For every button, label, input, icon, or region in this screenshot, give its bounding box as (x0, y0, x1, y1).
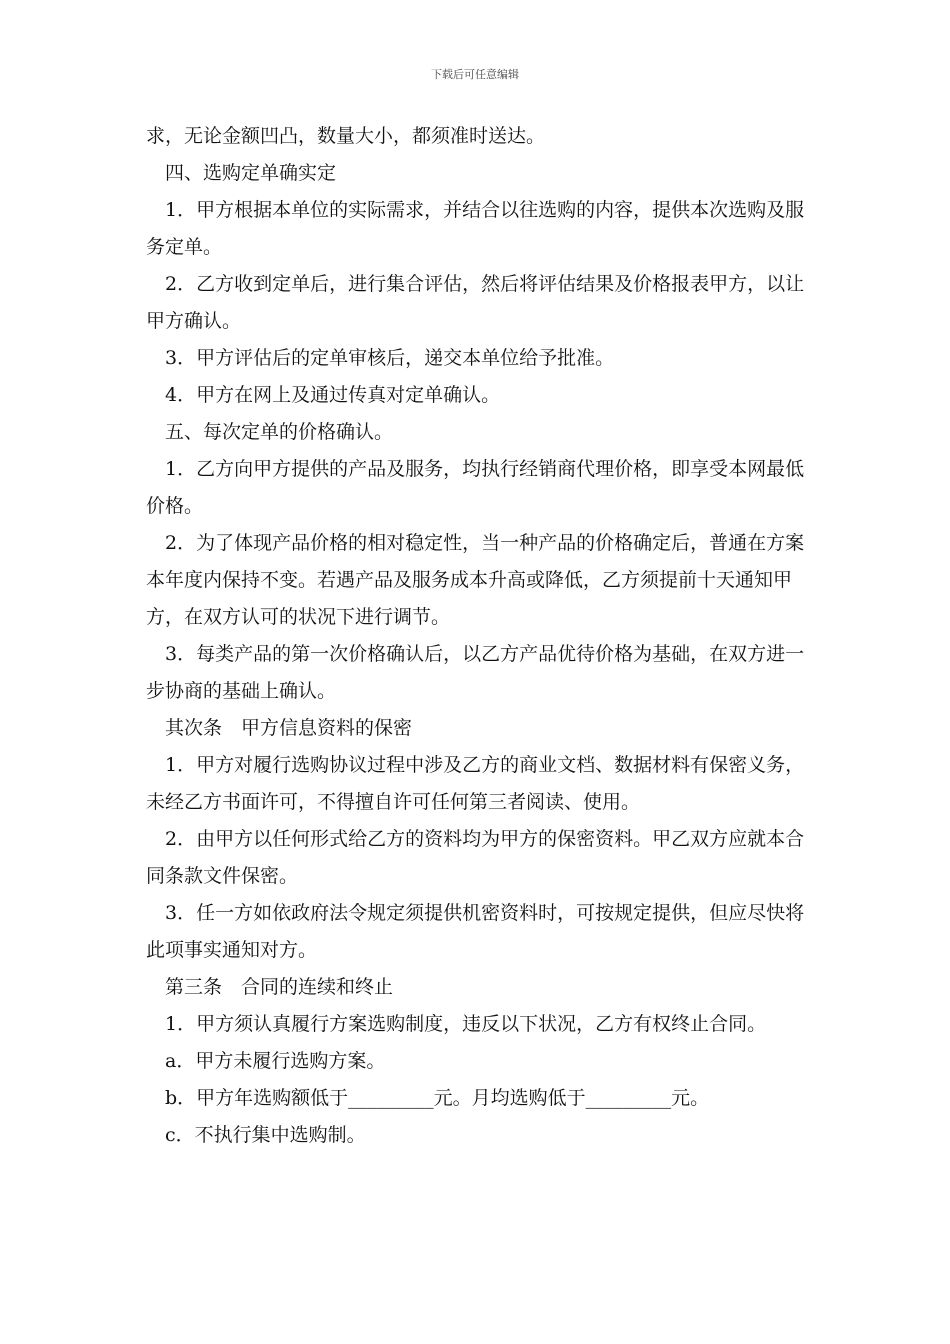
paragraph: 1．甲方对履行选购协议过程中涉及乙方的商业文档、数据材料有保密义务，未经乙方书面许可，不得擅自许可任何第三者阅读、使用。 (146, 754, 805, 813)
paragraph: 3．任一方如依政府法令规定须提供机密资料时，可按规定提供，但应尽快将此项事实通知对方。 (146, 902, 805, 961)
section-heading: 四、选购定单确实定 (165, 162, 337, 184)
paragraph: 2．为了体现产品价格的相对稳定性，当一种产品的价格确定后，普通在方案本年度内保持不变。若遇产品及服务成本升高或降低，乙方须提前十天通知甲方，在双方认可的状况下进行调节。 (146, 532, 805, 628)
section-heading: 第三条 合同的连续和终止 (165, 976, 394, 998)
list-item: b．甲方年选购额低于_________元。月均选购低于_________元。 (165, 1087, 710, 1109)
document-body (146, 118, 816, 1154)
section-heading: 其次条 甲方信息资料的保密 (165, 717, 413, 739)
section-heading: 五、每次定单的价格确认。 (165, 421, 394, 443)
paragraph: 1．乙方向甲方提供的产品及服务，均执行经销商代理价格，即享受本网最低价格。 (146, 458, 805, 517)
paragraph: 4．甲方在网上及通过传真对定单确认。 (165, 384, 501, 406)
page-header: 下载后可任意编辑 (431, 68, 519, 81)
paragraph: 2．乙方收到定单后，进行集合评估，然后将评估结果及价格报表甲方，以让甲方确认。 (146, 273, 805, 332)
paragraph: 1．甲方须认真履行方案选购制度，违反以下状况，乙方有权终止合同。 (165, 1013, 767, 1035)
paragraph: 1．甲方根据本单位的实际需求，并结合以往选购的内容，提供本次选购及服务定单。 (146, 199, 805, 258)
list-item: c．不执行集中选购制。 (165, 1124, 366, 1146)
paragraph: 2．由甲方以任何形式给乙方的资料均为甲方的保密资料。甲乙双方应就本合同条款文件保密。 (146, 828, 805, 887)
paragraph: 3．每类产品的第一次价格确认后，以乙方产品优待价格为基础，在双方进一步协商的基础上确认。 (146, 643, 805, 702)
paragraph: 3．甲方评估后的定单审核后，递交本单位给予批准。 (165, 347, 615, 369)
paragraph: 求，无论金额凹凸，数量大小，都须准时送达。 (146, 125, 546, 147)
list-item: a．甲方未履行选购方案。 (165, 1050, 386, 1072)
